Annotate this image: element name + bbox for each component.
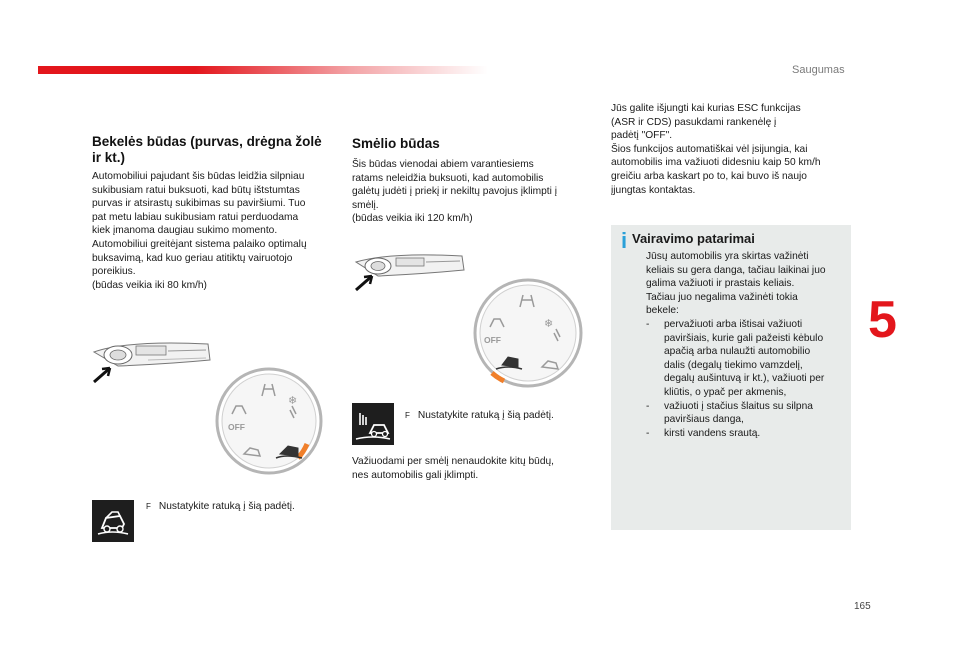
text-line: kiek įmanoma daugiau sukimo momento. <box>92 225 278 237</box>
text-line: smėlį. <box>352 199 379 211</box>
text-line: ratams neleidžia buksuoti, kad automobilis <box>352 172 544 184</box>
section-label: Saugumas <box>792 64 845 76</box>
text-line: įjungtas kontaktas. <box>611 184 696 196</box>
text-line: Automobiliui greitėjant sistema palaiko optimalų <box>92 238 307 250</box>
text-line: paviršiaus danga, <box>664 414 744 426</box>
text-line: (būdas veikia iki 80 km/h) <box>92 279 207 291</box>
text-line: (būdas veikia iki 120 km/h) <box>352 213 473 225</box>
dashboard-illustration <box>88 338 218 384</box>
dial-off-label: OFF <box>228 422 245 432</box>
list-item <box>646 400 846 427</box>
offroad-mode-title: Bekelės būdas (purvas, drėgna žolė ir kt.) <box>92 134 322 165</box>
text-line: nes automobilis gali įklimpti. <box>352 469 479 481</box>
sand-instruction <box>405 409 605 423</box>
text-line: poreikius. <box>92 266 136 278</box>
text-line: galima važiuoti ir prastais keliais. <box>646 278 795 290</box>
text-line: Nustatykite ratuką į šią padėtį. <box>158 501 295 512</box>
driving-tips-title: Vairavimo patarimai <box>632 231 755 246</box>
text-line: Jūsų automobilis yra skirtas važinėti <box>646 251 809 262</box>
offroad-mode-icon <box>92 500 134 542</box>
text-line: Važiuodami per smėlį nenaudokite kitų būdų, <box>352 456 554 467</box>
text-line: pervažiuoti arba ištisai važiuoti <box>664 318 803 330</box>
text-line: automobilis ima važiuoti didesniu kaip 50 km/h <box>611 157 821 169</box>
svg-text:❄: ❄ <box>288 394 298 407</box>
list-item <box>646 427 846 441</box>
text-line: galėtų judėti į priekį ir nekiltų pavojus įklimpti į <box>352 186 557 198</box>
offroad-instruction <box>146 500 346 514</box>
text-line: Nustatykite ratuką į šią padėtį. <box>417 410 554 421</box>
offroad-mode-description <box>92 170 352 292</box>
text-line: greičiu arba kaskart po to, kai buvo iš naujo <box>611 170 807 182</box>
mode-selector-dial <box>214 366 324 476</box>
text-line: Šios funkcijos automatiškai vėl įsijungia, kai <box>611 143 808 155</box>
text-line: važiuoti į stačius šlaitus su silpna <box>664 400 813 412</box>
text-line: purvas ir atsirastų sukibimas su paviršiumi. Tuo <box>92 198 306 210</box>
text-line: - <box>646 400 650 412</box>
text-line: Šis būdas vienodai abiem varantiesiems <box>352 159 534 170</box>
list-item <box>646 318 846 400</box>
svg-text:❄: ❄ <box>544 317 554 330</box>
text-line: kliūtis, o ypač per akmenis, <box>664 386 787 398</box>
text-line: dalis (degalų tiekimo vamzdelį, <box>664 359 803 371</box>
text-line: sukibusiam ratui buksuoti, kad būtų ištstumtas <box>92 184 300 196</box>
dashboard-illustration <box>352 250 468 294</box>
chapter-number: 5 <box>868 291 897 349</box>
text-line: Automobiliui pajudant šis būdas leidžia silpniau <box>92 171 305 182</box>
esc-off-description <box>611 102 861 197</box>
sand-warning <box>352 455 602 482</box>
text-line: - <box>646 427 650 439</box>
driving-tips-body <box>646 250 846 440</box>
mode-selector-dial <box>472 277 584 389</box>
sand-mode-icon <box>352 403 394 445</box>
text-line: keliais su gera danga, tačiau laikinai juo <box>646 264 826 276</box>
text-line: Tačiau juo negalima važinėti tokia <box>646 291 798 303</box>
text-line: (ASR ir CDS) pasukdami rankenėlę į <box>611 116 777 128</box>
text-line: bekele: <box>646 305 679 317</box>
text-line: buksavimą, kad kuo geriau atitiktų vairuotojo <box>92 252 293 264</box>
sand-mode-description <box>352 158 602 226</box>
bullet-icon: F <box>146 502 151 511</box>
text-line: padėtį "OFF". <box>611 130 673 142</box>
sand-mode-title: Smėlio būdas <box>352 136 440 151</box>
text-line: degalų aušintuvą ir kt.), važiuoti per <box>664 373 825 385</box>
text-line: apačią arba nulaužti automobilio <box>664 346 811 358</box>
bullet-icon: F <box>405 411 410 420</box>
text-line: kirsti vandens srautą. <box>664 427 761 439</box>
header-accent-bar <box>38 66 488 74</box>
text-line: paviršiais, kurie gali pažeisti kėbulo <box>664 332 824 344</box>
driving-tips-list <box>646 318 846 440</box>
info-icon: i <box>620 228 628 253</box>
text-line: - <box>646 318 650 330</box>
text-line: pat metu labiau sukibusiam ratui perduodama <box>92 211 299 223</box>
dial-off-label: OFF <box>484 335 501 345</box>
text-line: Jūs galite išjungti kai kurias ESC funkcijas <box>611 103 801 114</box>
page-number: 165 <box>854 601 871 612</box>
